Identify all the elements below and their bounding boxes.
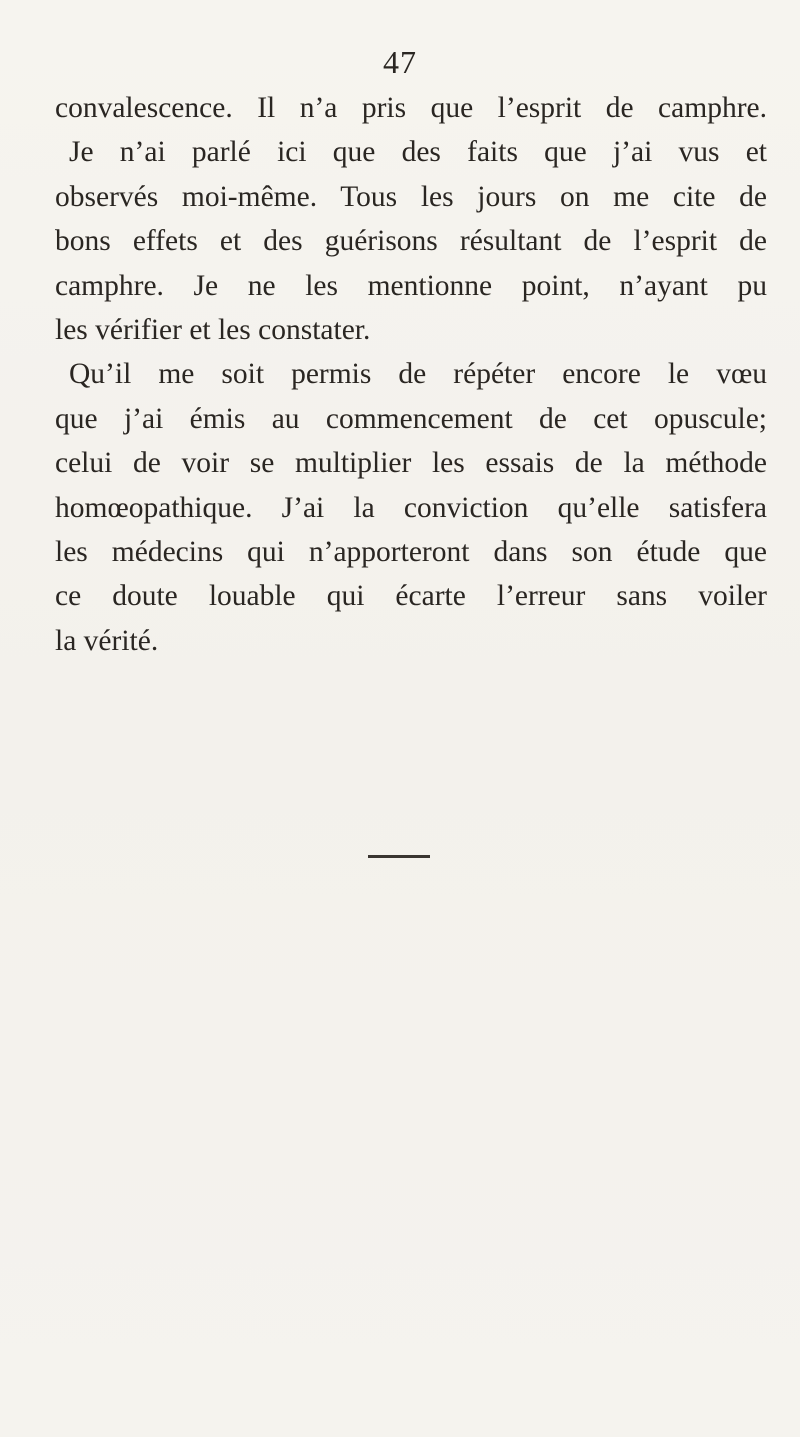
text-line-13: la vérité. [55, 624, 159, 657]
text-line-6: les vérifier et les constater. [55, 313, 371, 346]
text-line-5: camphre. Je ne les mentionne point, n’ayant pu [55, 269, 767, 302]
text-line-1: convalescence. Il n’a pris que l’esprit de camphre. [55, 92, 767, 124]
text-line-7: Qu’il me soit permis de répéter encore le vœu [69, 358, 767, 391]
text-line-12: ce doute louable qui écarte l’erreur sans voiler [55, 580, 767, 613]
text-line-8: que j’ai émis au commencement de cet opuscule; [55, 402, 767, 435]
text-line-4: bons effets et des guérisons résultant de l’esprit de [55, 225, 767, 258]
page-number: 47 [383, 44, 417, 80]
body-text [55, 86, 767, 663]
text-line-10: homœopathique. J’ai la conviction qu’elle satisfera [55, 491, 767, 524]
text-line-9: celui de voir se multiplier les essais de la méthode [55, 447, 767, 480]
text-line-3: observés moi-même. Tous les jours on me cite de [55, 180, 767, 213]
end-rule-divider [368, 855, 430, 858]
text-line-2: Je n’ai parlé ici que des faits que j’ai vus et [69, 136, 767, 169]
text-line-11: les médecins qui n’apporteront dans son étude que [55, 535, 767, 568]
